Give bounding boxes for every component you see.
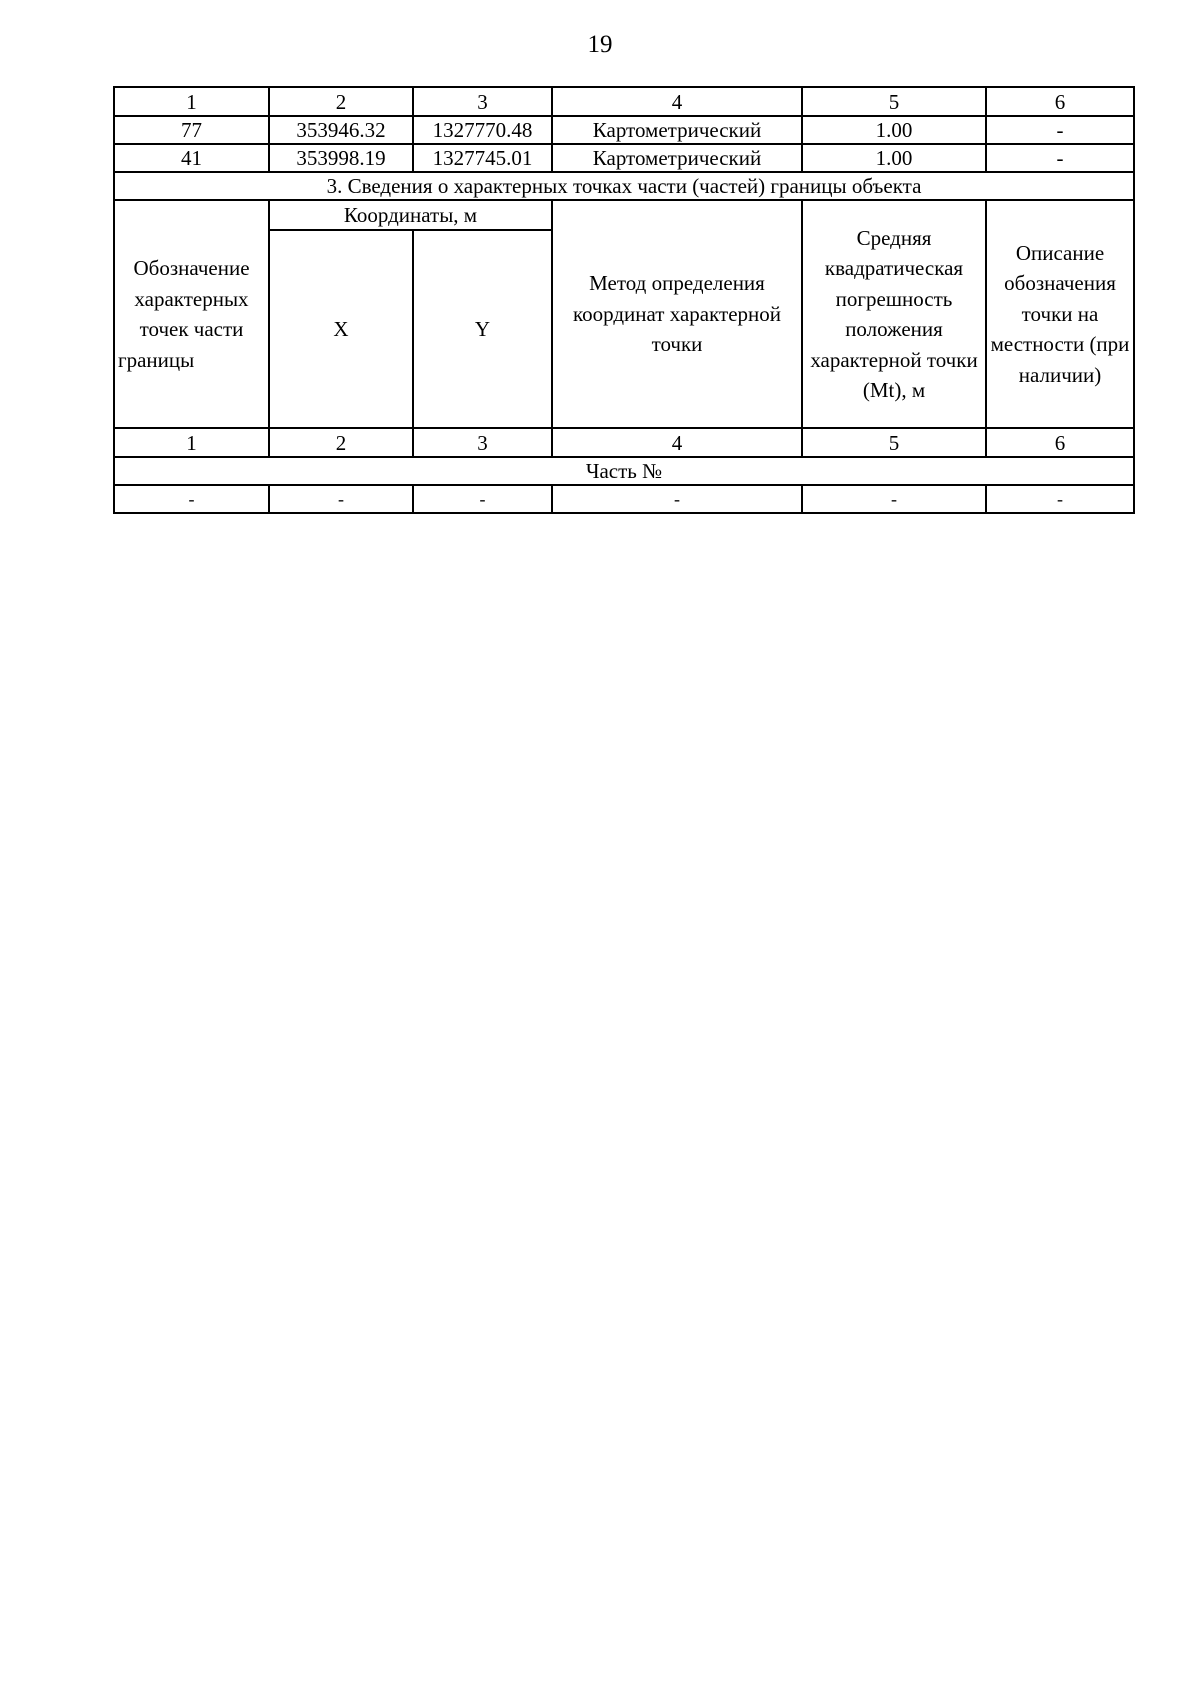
table-row — [114, 144, 1134, 172]
col-number-cell: 3 — [413, 428, 552, 457]
column-number-row — [114, 87, 1134, 116]
col-number-cell: 2 — [269, 87, 413, 116]
accuracy-cell: 1.00 — [802, 116, 986, 144]
header-y: Y — [413, 230, 552, 428]
col-number-cell: 4 — [552, 87, 802, 116]
description-cell: - — [986, 144, 1134, 172]
col-number-cell: 4 — [552, 428, 802, 457]
col-number-cell: 1 — [114, 428, 269, 457]
header-accuracy: Средняя квадратическая погрешность положения характерной точки (Mt), м — [802, 200, 986, 428]
point-cell: 77 — [114, 116, 269, 144]
col-number-cell: 3 — [413, 87, 552, 116]
column-number-row — [114, 428, 1134, 457]
point-cell: 41 — [114, 144, 269, 172]
col-number-cell: 1 — [114, 87, 269, 116]
section-title: 3. Сведения о характерных точках части (частей) границы объекта — [114, 172, 1134, 200]
col-number-cell: 5 — [802, 428, 986, 457]
description-cell: - — [986, 116, 1134, 144]
x-coordinate-cell: 353946.32 — [269, 116, 413, 144]
col-number-cell: 5 — [802, 87, 986, 116]
accuracy-cell: 1.00 — [802, 144, 986, 172]
empty-cell: - — [413, 485, 552, 513]
header-point-designation: Обозначение характерных точек части границы — [114, 200, 269, 428]
y-coordinate-cell: 1327770.48 — [413, 116, 552, 144]
part-label: Часть № — [114, 457, 1134, 485]
empty-cell: - — [802, 485, 986, 513]
method-cell: Картометрический — [552, 144, 802, 172]
empty-cell: - — [269, 485, 413, 513]
col-number-cell: 6 — [986, 428, 1134, 457]
header-method: Метод определения координат характерной точки — [552, 200, 802, 428]
col-number-cell: 2 — [269, 428, 413, 457]
x-coordinate-cell: 353998.19 — [269, 144, 413, 172]
characteristic-points-table — [113, 86, 1135, 514]
method-cell: Картометрический — [552, 116, 802, 144]
empty-cell: - — [986, 485, 1134, 513]
col-number-cell: 6 — [986, 87, 1134, 116]
page-number: 19 — [587, 31, 613, 58]
header-x: X — [269, 230, 413, 428]
section-title-row — [114, 172, 1134, 200]
y-coordinate-cell: 1327745.01 — [413, 144, 552, 172]
table-row — [114, 116, 1134, 144]
header-description: Описание обозначения точки на местности (при наличии) — [986, 200, 1134, 428]
empty-cell: - — [552, 485, 802, 513]
table-row — [114, 485, 1134, 513]
header-coordinates: Координаты, м — [269, 200, 552, 230]
header-row-1 — [114, 200, 1134, 230]
part-label-row — [114, 457, 1134, 485]
empty-cell: - — [114, 485, 269, 513]
